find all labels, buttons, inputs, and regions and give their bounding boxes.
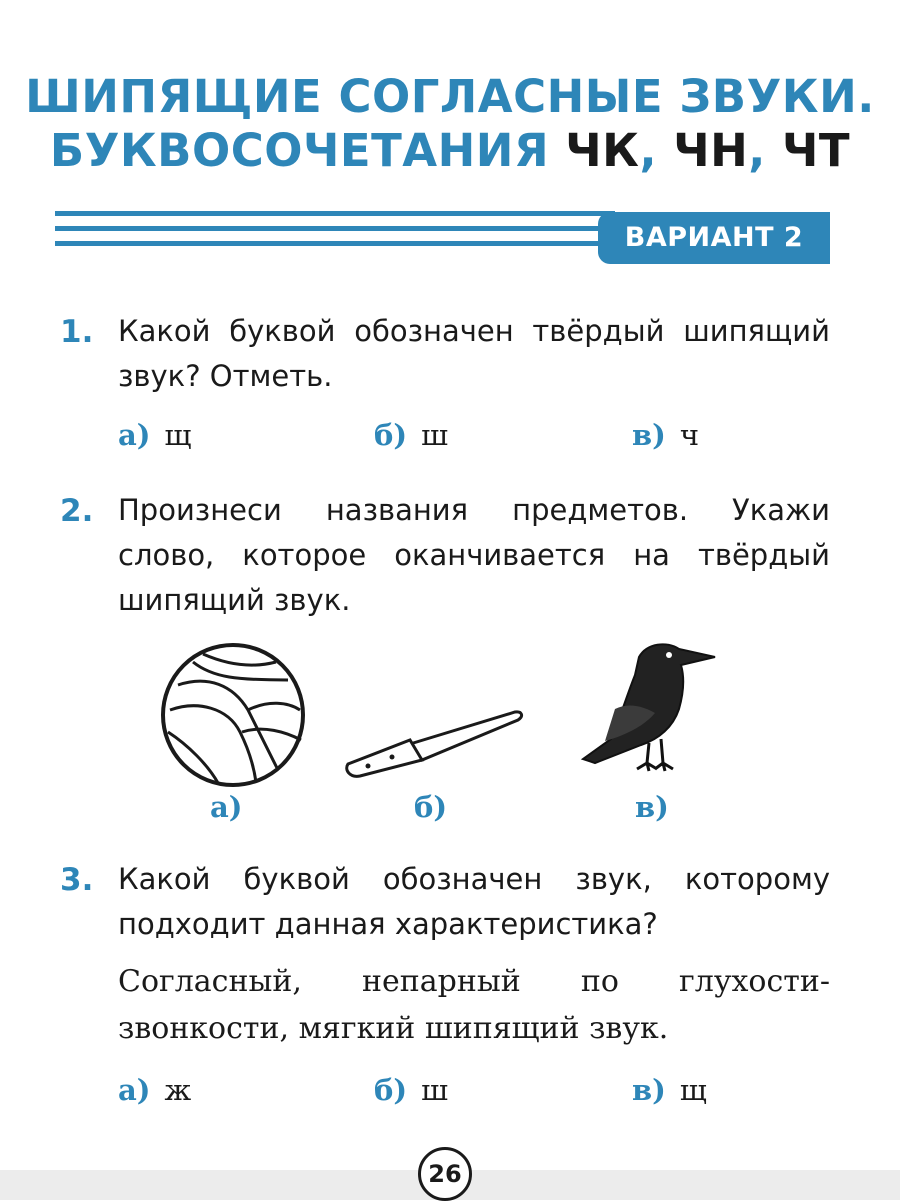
question-1-option-a[interactable] (118, 418, 191, 452)
option-value: щ (164, 418, 192, 452)
option-value: ч (679, 418, 700, 452)
title-separator: , (639, 124, 658, 177)
crow-icon[interactable] (575, 635, 730, 780)
question-1-option-b[interactable] (374, 418, 448, 452)
divider-band-middle (55, 226, 600, 231)
option-label: а) (118, 418, 151, 452)
question-1-text: Какой буквой обозначен твёрдый шипящий звук? Отметь. (118, 314, 830, 393)
question-2-number: 2. (60, 493, 94, 529)
question-3-text: Какой буквой обозначен звук, которому подходит данная характеристика? (118, 862, 830, 941)
question-1-option-c[interactable] (632, 418, 699, 452)
variant-badge: ВАРИАНТ 2 (598, 212, 830, 264)
option-value: щ (679, 1073, 707, 1107)
option-label: б) (374, 1073, 408, 1107)
title-separator: , (748, 124, 766, 177)
question-3-option-c[interactable] (632, 1073, 707, 1107)
divider-band-bottom (55, 241, 600, 246)
option-value: ш (421, 418, 449, 452)
option-label: б) (374, 418, 408, 452)
picture-label-c: в) (635, 790, 669, 824)
question-1-number: 1. (60, 314, 94, 350)
volleyball-icon[interactable] (158, 640, 308, 790)
title-line-2 (0, 124, 900, 178)
title-line-1: ШИПЯЩИЕ СОГЛАСНЫЕ ЗВУКИ. (25, 70, 875, 123)
title-combo-2: ЧН (673, 124, 749, 177)
question-3-number: 3. (60, 862, 94, 898)
question-3-option-b[interactable] (374, 1073, 448, 1107)
picture-label-b: б) (414, 790, 448, 824)
title-prefix: БУКВОСОЧЕТАНИЯ (49, 124, 550, 177)
title-combo-1: ЧК (565, 124, 640, 177)
title-combo-3: ЧТ (782, 124, 851, 177)
picture-label-a: а) (210, 790, 243, 824)
question-3-option-a[interactable] (118, 1073, 191, 1107)
question-3-description: Согласный, непарный по глухости-звонкости, мягкий шипящий звук. (118, 964, 830, 1046)
option-label: в) (632, 1073, 666, 1107)
page-title (0, 70, 900, 178)
option-label: а) (118, 1073, 151, 1107)
page-number: 26 (418, 1147, 472, 1201)
option-value: ш (421, 1073, 449, 1107)
divider-band-top (55, 211, 615, 216)
option-label: в) (632, 418, 666, 452)
option-value: ж (164, 1073, 192, 1107)
knife-icon[interactable] (340, 706, 530, 778)
question-2-text: Произнеси названия предметов. Укажи слово, которое оканчивается на твёрдый шипящий звук. (118, 493, 830, 617)
